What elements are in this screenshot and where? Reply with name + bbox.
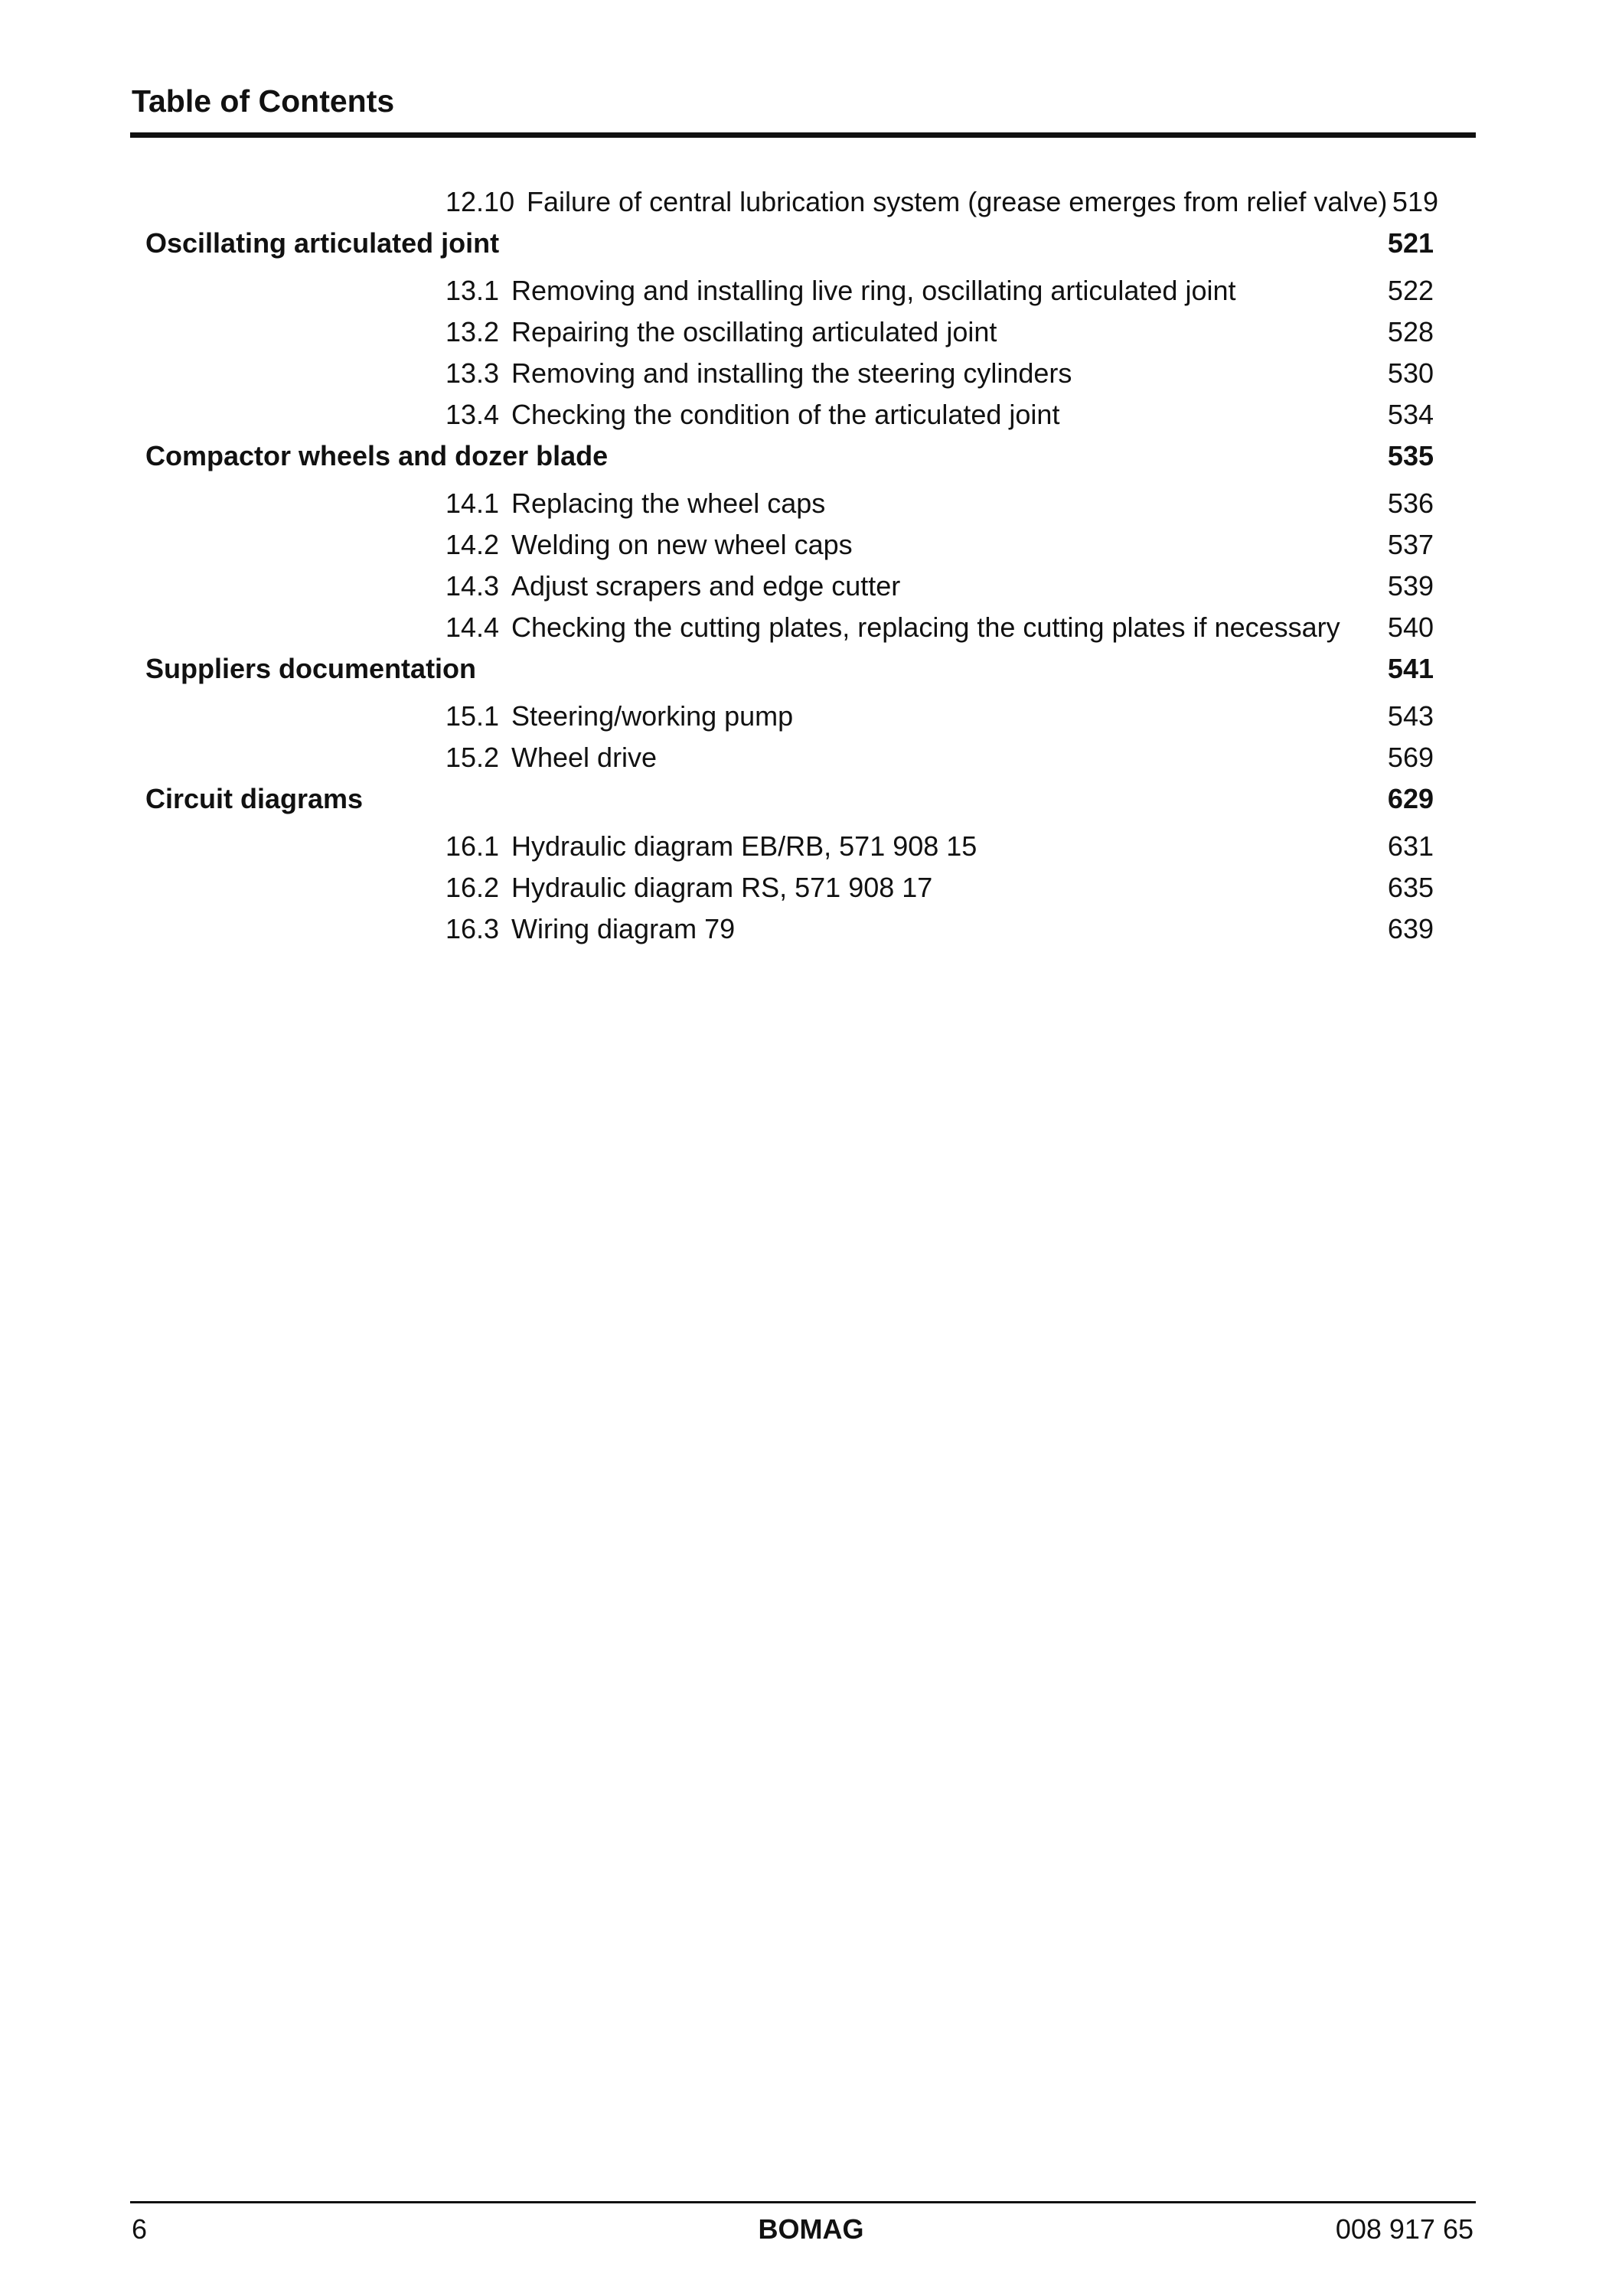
toc-entry-page: 631 <box>1387 830 1434 862</box>
toc-entry-14-1[interactable] <box>0 488 1622 526</box>
toc-entry-13-4[interactable] <box>0 399 1622 437</box>
toc-entry-16-2[interactable] <box>0 872 1622 910</box>
toc-entry-title: Checking the condition of the articulated joint <box>511 399 1060 430</box>
footer-page-number: 6 <box>132 2213 148 2245</box>
toc-entry-title: Wheel drive <box>511 742 658 773</box>
toc-entry-number: 14.3 <box>445 570 500 602</box>
toc-section-circuit-diagrams[interactable] <box>0 783 1622 821</box>
toc-entry-15-2[interactable] <box>0 742 1622 780</box>
toc-entry-number: 15.1 <box>445 700 500 732</box>
toc-entry-title: Wiring diagram 79 <box>511 913 736 944</box>
toc-entry-page: 540 <box>1387 612 1434 643</box>
toc-entry-number: 16.1 <box>445 830 500 862</box>
toc-entry-14-2[interactable] <box>0 529 1622 567</box>
toc-entry-title: Hydraulic diagram RS, 571 908 17 <box>511 872 933 903</box>
toc-entry-page: 569 <box>1387 742 1434 773</box>
toc-section-page: 521 <box>1387 227 1434 259</box>
toc-entry-title: Failure of central lubrication system (grease emerges from relief valve) <box>527 186 1388 217</box>
toc-entry-13-2[interactable] <box>0 316 1622 354</box>
toc-entry-page: 528 <box>1387 316 1434 347</box>
toc-entry-title: Adjust scrapers and edge cutter <box>511 570 901 602</box>
toc-section-compactor-wheels-and-dozer-blade[interactable] <box>0 440 1622 478</box>
toc-entry-page: 639 <box>1387 913 1434 944</box>
toc-entry-number: 16.3 <box>445 913 500 944</box>
toc-entry-13-3[interactable] <box>0 357 1622 396</box>
toc-entry-number: 14.2 <box>445 529 500 560</box>
footer-divider <box>130 2201 1476 2203</box>
toc-entry-14-4[interactable] <box>0 612 1622 650</box>
toc-entry-page: 539 <box>1387 570 1434 602</box>
toc-entry-page: 543 <box>1387 700 1434 732</box>
toc-entry-16-1[interactable] <box>0 830 1622 869</box>
toc-entry-number: 13.2 <box>445 316 500 347</box>
toc-entry-title: Removing and installing the steering cylinders <box>511 357 1072 389</box>
toc-entry-16-3[interactable] <box>0 913 1622 951</box>
toc-entry-number: 15.2 <box>445 742 500 773</box>
toc-entry-number: 13.3 <box>445 357 500 389</box>
toc-section-title: Suppliers documentation <box>145 653 477 684</box>
toc-entry-page: 635 <box>1387 872 1434 903</box>
toc-entry-title: Replacing the wheel caps <box>511 488 826 519</box>
toc-entry-number: 14.4 <box>445 612 500 643</box>
toc-entry-number: 14.1 <box>445 488 500 519</box>
toc-entry-title: Checking the cutting plates, replacing the cutting plates if necessary <box>511 612 1340 643</box>
toc-section-oscillating-articulated-joint[interactable] <box>0 227 1622 266</box>
toc-entry-page: 536 <box>1387 488 1434 519</box>
toc-section-page: 541 <box>1387 653 1434 684</box>
footer-brand: BOMAG <box>758 2213 864 2245</box>
toc-entry-number: 16.2 <box>445 872 500 903</box>
toc-entry-number: 13.4 <box>445 399 500 430</box>
toc-entry-title: Hydraulic diagram EB/RB, 571 908 15 <box>511 830 977 862</box>
table-of-contents <box>0 0 1622 995</box>
toc-entry-number: 12.10 <box>445 186 515 217</box>
toc-section-page: 535 <box>1387 440 1434 471</box>
toc-entry-13-1[interactable] <box>0 275 1622 313</box>
toc-section-suppliers-documentation[interactable] <box>0 653 1622 691</box>
toc-entry-title: Steering/working pump <box>511 700 794 732</box>
toc-entry-page: 530 <box>1387 357 1434 389</box>
toc-entry-page: 537 <box>1387 529 1434 560</box>
toc-section-title: Circuit diagrams <box>145 783 364 814</box>
toc-entry-title: Removing and installing live ring, oscillating articulated joint <box>511 275 1236 306</box>
toc-entry-title: Repairing the oscillating articulated joint <box>511 316 997 347</box>
toc-section-title: Compactor wheels and dozer blade <box>145 440 609 471</box>
toc-entry-page: 519 <box>1392 186 1438 217</box>
footer-doc-number: 008 917 65 <box>1335 2213 1474 2245</box>
toc-entry-number: 13.1 <box>445 275 500 306</box>
toc-entry-page: 522 <box>1387 275 1434 306</box>
toc-entry-12-10[interactable] <box>0 186 1622 224</box>
toc-entry-page: 534 <box>1387 399 1434 430</box>
page-title: Table of Contents <box>132 83 395 119</box>
toc-section-title: Oscillating articulated joint <box>145 227 500 259</box>
toc-entry-title: Welding on new wheel caps <box>511 529 853 560</box>
toc-section-page: 629 <box>1387 783 1434 814</box>
toc-entry-14-3[interactable] <box>0 570 1622 608</box>
toc-entry-15-1[interactable] <box>0 700 1622 739</box>
